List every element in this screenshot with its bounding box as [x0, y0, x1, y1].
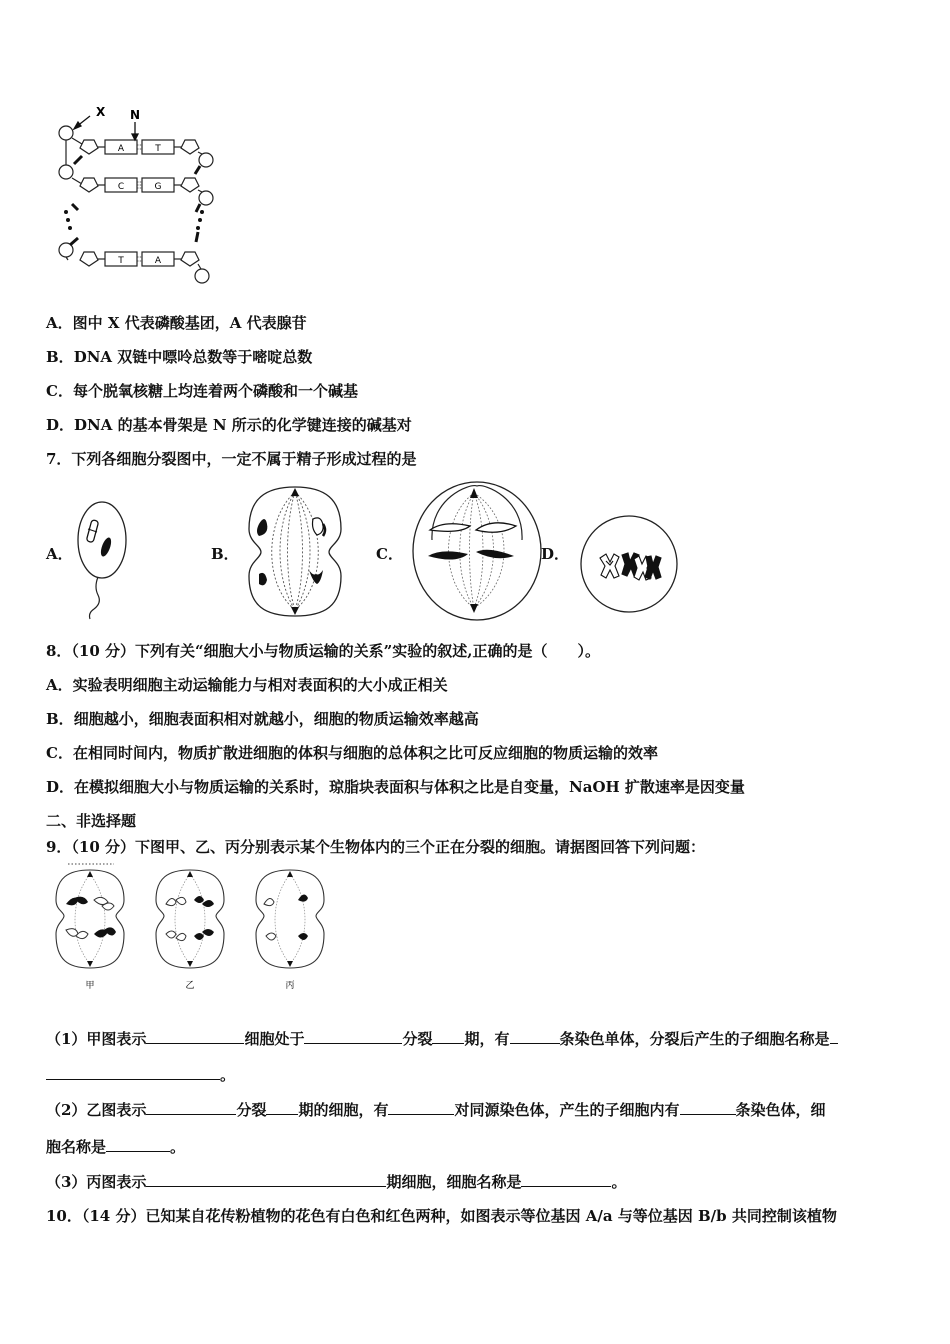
- q9-p3-text: 期细胞，细胞名称是: [386, 1173, 522, 1191]
- q9-part3: [46, 1171, 626, 1192]
- q7-stem: 7．下列各细胞分裂图中，一定不属于精子形成过程的是: [46, 450, 417, 468]
- cell-b-figure: [245, 484, 345, 619]
- q8-stem: [46, 640, 600, 661]
- cell-c-figure: [410, 478, 545, 623]
- label-x: X: [96, 105, 106, 119]
- q9-p2-text: （2）乙图表示: [46, 1101, 147, 1119]
- option-text: 图中 X 代表磷酸基团，A 代表腺苷: [72, 314, 307, 332]
- q8-option-a: [46, 674, 448, 695]
- q6-option-d: [46, 414, 412, 435]
- answer-blank[interactable]: [106, 1137, 170, 1152]
- option-text: DNA 的基本骨架是 N 所示的化学键连接的碱基对: [74, 416, 412, 434]
- q8-stem-text: 8．（10 分）下列有关“细胞大小与物质运输的关系”实验的叙述,正确的是（ ）。: [46, 642, 601, 660]
- q7-label-c: C．: [376, 545, 403, 563]
- option-text: 细胞越小，细胞表面积相对就越小，细胞的物质运输效率越高: [73, 710, 479, 728]
- base-t2: T: [118, 256, 124, 266]
- option-text: 每个脱氧核糖上均连着两个磷酸和一个碱基: [72, 382, 358, 400]
- option-text: DNA 双链中嘌呤总数等于嘧啶总数: [73, 348, 313, 366]
- dna-structure-figure: [50, 100, 225, 290]
- option-letter: D．: [46, 416, 75, 434]
- answer-blank[interactable]: [510, 1029, 560, 1044]
- q6-option-b: [46, 346, 312, 367]
- option-text: 在相同时间内，物质扩散进细胞的体积与细胞的总体积之比可反应细胞的物质运输的效率: [72, 744, 658, 762]
- q7-label-b: B．: [211, 545, 239, 563]
- q6-option-c: [46, 380, 358, 401]
- answer-blank[interactable]: [304, 1029, 402, 1044]
- answer-blank[interactable]: [46, 1065, 220, 1080]
- answer-blank[interactable]: [146, 1172, 386, 1187]
- base-c: C: [117, 182, 125, 192]
- option-letter: D．: [46, 778, 75, 796]
- q9-p2-text: 条染色体，细: [735, 1101, 826, 1119]
- option-text: 在模拟细胞大小与物质运输的关系时，琼脂块表面积与体积之比是自变量，NaOH 扩散速率是因变量: [74, 778, 745, 796]
- option-letter: A．: [46, 314, 73, 332]
- q9-p1-text: 细胞处于: [244, 1030, 305, 1048]
- q8-option-c: [46, 742, 658, 763]
- q9-p1-text: 期，有: [464, 1030, 510, 1048]
- cell-label-yi: 乙: [185, 981, 195, 991]
- base-a2: A: [154, 256, 162, 266]
- q8-option-b: [46, 708, 479, 729]
- q9-p1-end: 。: [220, 1066, 236, 1084]
- q9-p1-text: 分裂: [402, 1030, 433, 1048]
- answer-blank[interactable]: [266, 1100, 298, 1115]
- q9-p2-text: 期的细胞，有: [298, 1101, 389, 1119]
- base-g: G: [154, 182, 162, 192]
- q10-stem: 10．（14 分）已知某自花传粉植物的花色有白色和红色两种，如图表示等位基因 A/a 与等位基因 B/b 共同控制该植物: [46, 1207, 837, 1225]
- q9-p2-text: 分裂: [236, 1101, 267, 1119]
- answer-blank[interactable]: [432, 1029, 464, 1044]
- q7-label-a: A．: [46, 545, 73, 563]
- option-letter: B．: [46, 710, 74, 728]
- q8-option-d: [46, 776, 745, 797]
- cell-label-jia: 甲: [85, 981, 95, 991]
- q9-p3-text: 。: [611, 1173, 627, 1191]
- answer-blank[interactable]: [388, 1100, 454, 1115]
- q9-part2-cont: [46, 1136, 185, 1157]
- q9-p3-text: （3）丙图表示: [46, 1173, 147, 1191]
- q9-part1: [46, 1028, 838, 1049]
- option-text: 实验表明细胞主动运输能力与相对表面积的大小成正相关: [72, 676, 448, 694]
- q9-p2b-text: 胞名称是: [46, 1138, 107, 1156]
- answer-blank[interactable]: [680, 1100, 736, 1115]
- base-a: A: [117, 144, 125, 154]
- q6-option-a: [46, 312, 307, 333]
- q9-part1-cont: [46, 1064, 235, 1085]
- answer-blank[interactable]: [830, 1029, 838, 1044]
- q9-p2b-text: 。: [170, 1138, 186, 1156]
- base-t: T: [155, 144, 161, 154]
- option-letter: C．: [46, 744, 73, 762]
- section-heading: 二、非选择题: [46, 812, 137, 830]
- q9-p1-text: （1）甲图表示: [46, 1030, 147, 1048]
- cell-label-bing: 丙: [285, 981, 295, 991]
- q7-label-d: D．: [541, 545, 570, 563]
- answer-blank[interactable]: [146, 1100, 236, 1115]
- q9-p2-text: 对同源染色体，产生的子细胞内有: [454, 1101, 680, 1119]
- option-letter: C．: [46, 382, 73, 400]
- option-letter: A．: [46, 676, 73, 694]
- q9-cells-figure: [50, 860, 330, 995]
- answer-blank[interactable]: [521, 1172, 611, 1187]
- answer-blank[interactable]: [146, 1029, 244, 1044]
- q9-part2: [46, 1099, 826, 1120]
- q9-p1-text: 条染色单体，分裂后产生的子细胞名称是: [559, 1030, 830, 1048]
- cell-a-figure: [72, 495, 132, 620]
- cell-d-figure: [578, 513, 680, 615]
- label-n: N: [130, 108, 141, 122]
- q9-stem: 9．（10 分）下图甲、乙、丙分别表示某个生物体内的三个正在分裂的细胞。请据图回答下列问题：: [46, 838, 706, 856]
- option-letter: B．: [46, 348, 74, 366]
